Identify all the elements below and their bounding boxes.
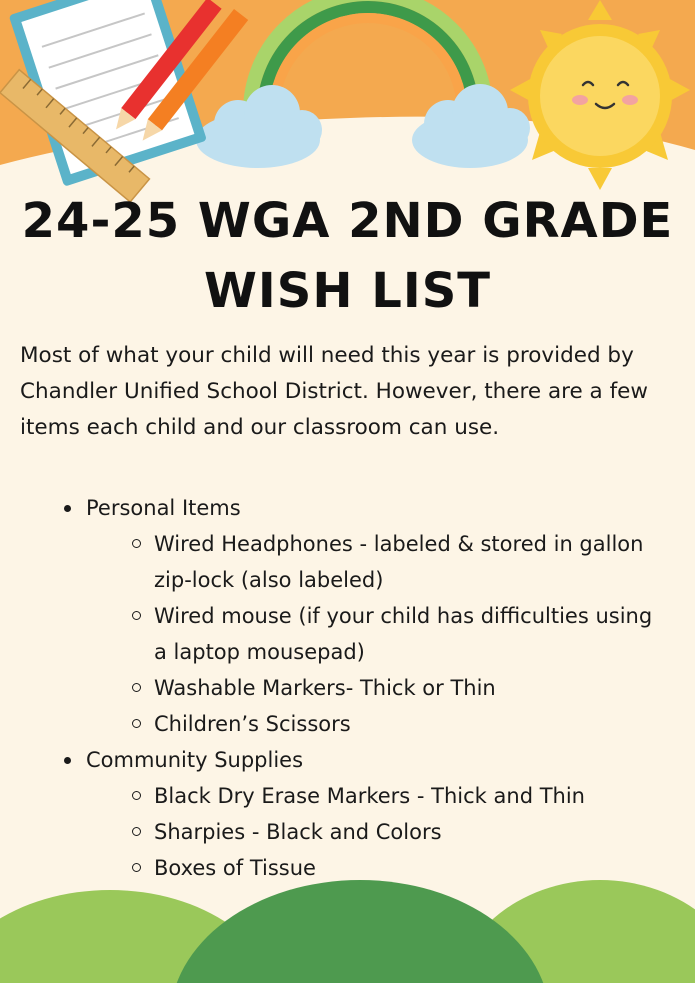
list-item: Children’s Scissors (130, 706, 662, 742)
list-item (62, 742, 662, 886)
list-item: Wired Headphones - labeled & stored in gallon zip-lock (also labeled) (130, 526, 662, 598)
intro-paragraph: Most of what your child will need this year is provided by Chandler Unified School District. However, there are a few items each child and our classroom can use. (20, 343, 648, 440)
sub-list (86, 526, 662, 742)
list-item (62, 490, 662, 742)
category-label: Personal Items (86, 496, 241, 520)
list-item: Boxes of Tissue (130, 850, 662, 886)
list-item: Washable Markers- Thick or Thin (130, 670, 662, 706)
page-title: 24-25 WGA 2ND GRADE WISH LIST (21, 193, 674, 319)
hill-icon (0, 880, 695, 983)
list-item: Wired mouse (if your child has difficulties using a laptop mousepad) (130, 598, 662, 670)
wish-list (62, 490, 662, 886)
sub-list (86, 778, 662, 886)
category-label: Community Supplies (86, 748, 304, 772)
list-item: Black Dry Erase Markers - Thick and Thin (130, 778, 662, 814)
list-item: Sharpies - Black and Colors (130, 814, 662, 850)
